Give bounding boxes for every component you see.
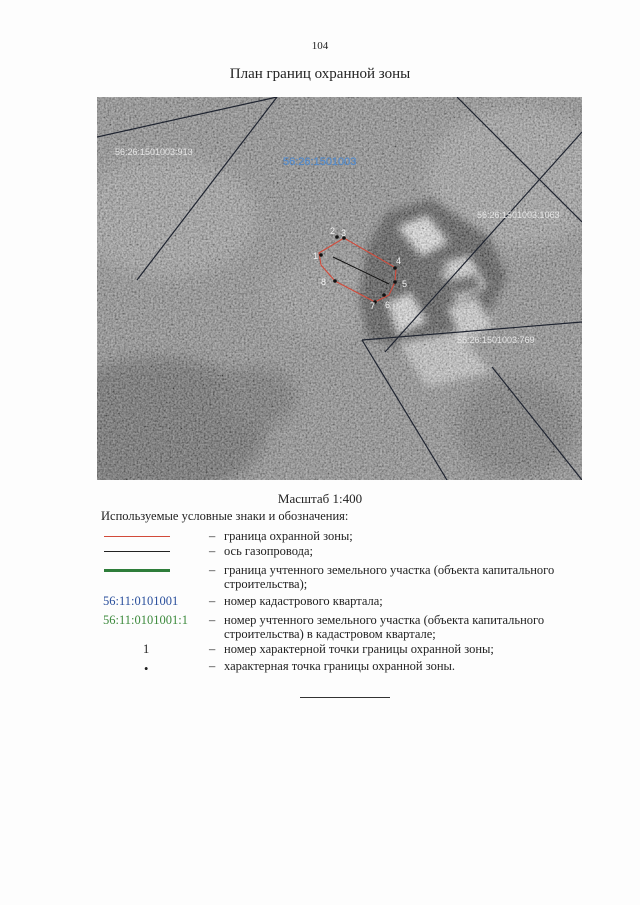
legend-symbol	[100, 563, 178, 579]
document-title: План границ охранной зоны	[229, 66, 411, 82]
point-label: 7	[370, 301, 376, 311]
legend-dash: –	[209, 613, 216, 627]
legend-dash: –	[209, 659, 216, 673]
page-number: 104	[311, 40, 329, 52]
point-label: 8	[321, 277, 327, 287]
cadastral-block-label: 56:26:1501003	[283, 156, 357, 168]
legend-symbol	[100, 544, 178, 560]
legend-text: граница охранной зоны;	[224, 529, 353, 543]
parcel-label: 56:26:1501003:769	[457, 335, 535, 345]
point-label: 5	[402, 279, 408, 289]
black-line-symbol	[104, 551, 170, 552]
point-label: 4	[396, 256, 402, 266]
legend-text: ось газопровода;	[224, 544, 314, 558]
green-line-symbol	[104, 569, 170, 572]
point-dot-symbol: •	[144, 662, 149, 676]
point-label: 2	[330, 226, 336, 236]
legend-heading: Используемые условные знаки и обозначения:	[101, 509, 349, 523]
parcel-label: 56:26:1501003:1063	[477, 210, 560, 220]
satellite-map	[97, 97, 582, 480]
map-canvas	[97, 97, 582, 480]
legend-symbol: 1	[143, 642, 150, 656]
red-line-symbol	[104, 536, 170, 537]
legend-text: номер характерной точки границы охранной зоны;	[224, 642, 494, 656]
legend-symbol: 56:11:0101001:1	[103, 613, 188, 627]
legend-dash: –	[209, 563, 216, 577]
legend-dash: –	[209, 642, 216, 656]
legend-symbol	[100, 529, 178, 545]
legend-dash: –	[209, 529, 216, 543]
legend-text: граница учтенного земельного участка (объекта капитального строительства);	[224, 563, 555, 591]
legend-text: характерная точка границы охранной зоны.	[224, 659, 456, 673]
point-label: 1	[313, 251, 319, 261]
point-label: 3	[341, 228, 347, 238]
legend-text: номер учтенного земельного участка (объекта капитального строительства) в кадастровом квартале;	[224, 613, 545, 641]
parcel-label: 56:26:1501003:913	[115, 147, 193, 157]
legend-symbol: 56:11:0101001	[103, 594, 179, 608]
signature-line	[300, 697, 390, 698]
point-label: 6	[385, 300, 391, 310]
legend-dash: –	[209, 594, 216, 608]
legend-text: номер кадастрового квартала;	[224, 594, 383, 608]
map-scale: Масштаб 1:400	[277, 491, 363, 506]
legend-dash: –	[209, 544, 216, 558]
